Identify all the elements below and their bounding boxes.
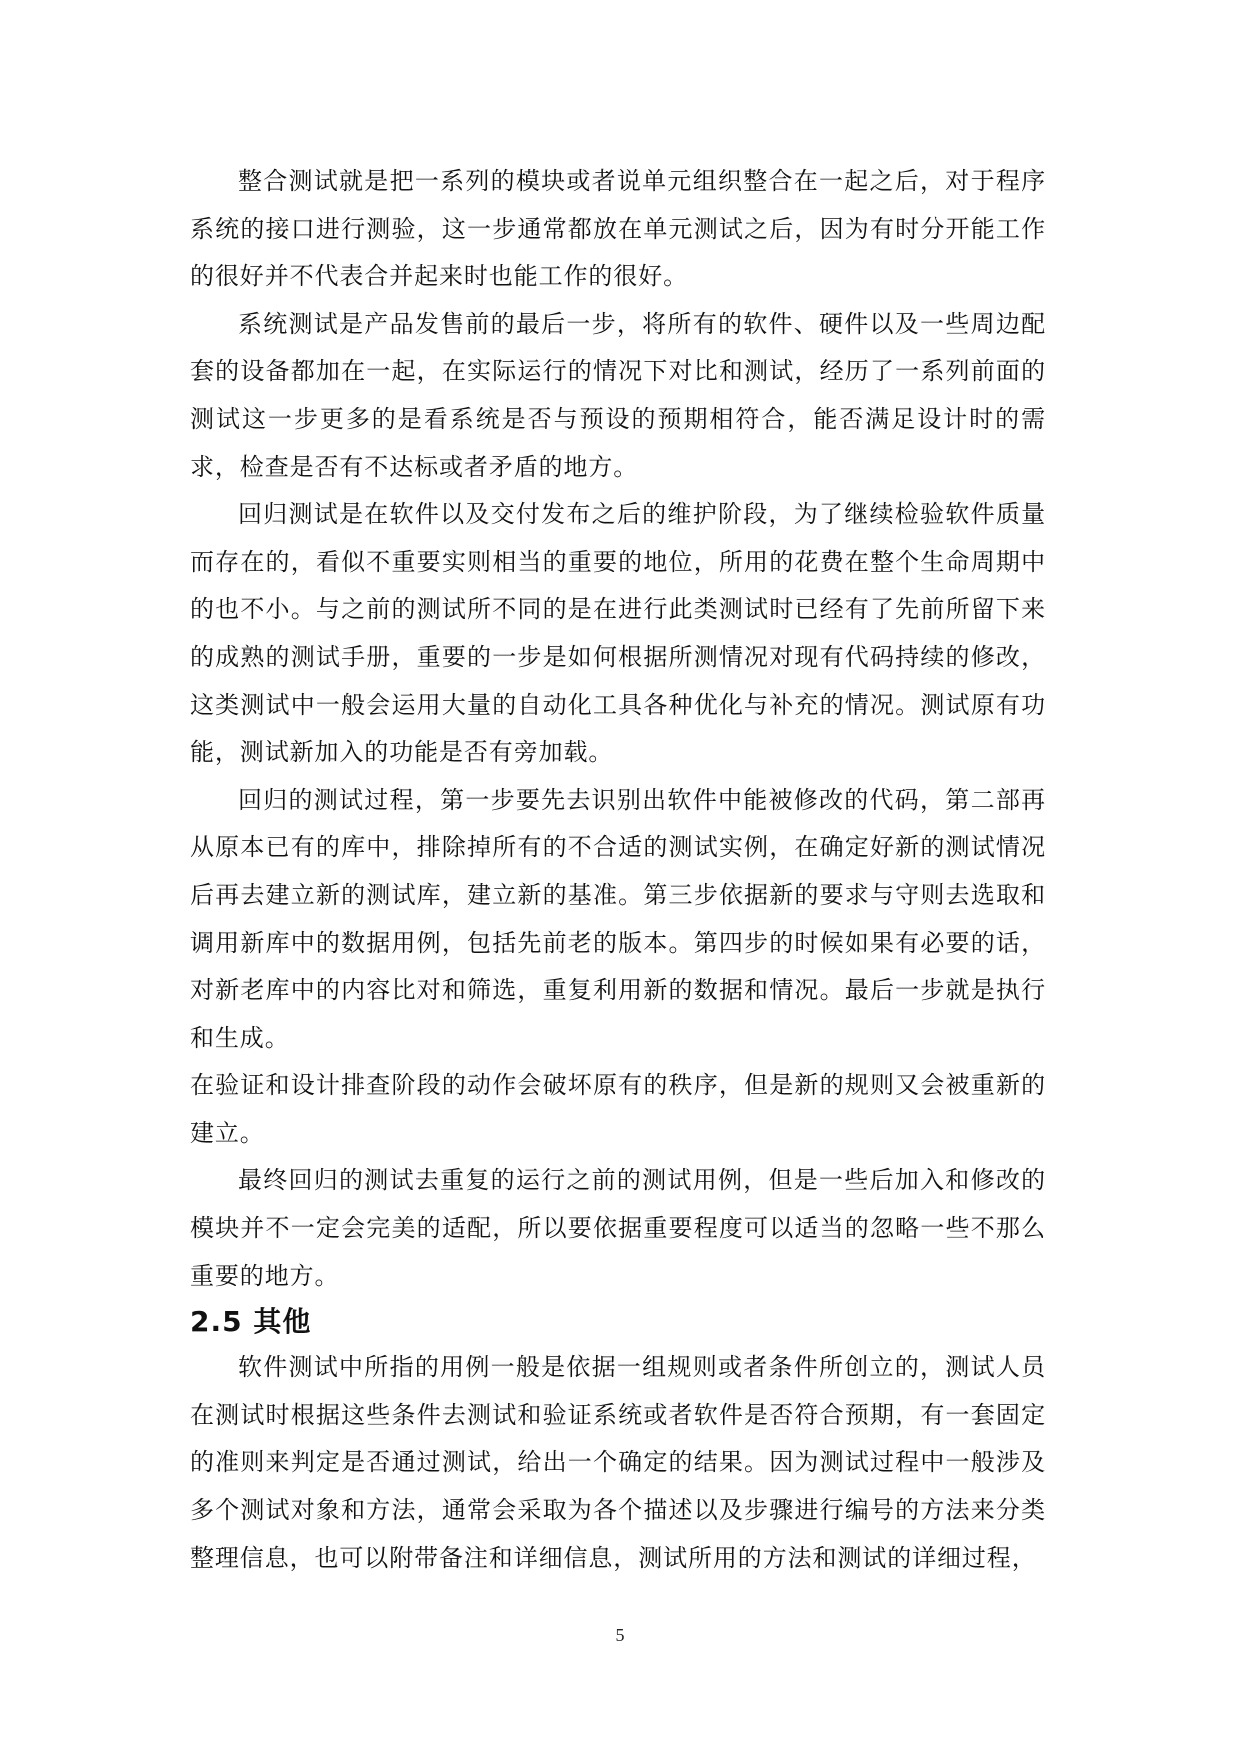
paragraph-integration-testing: 整合测试就是把一系列的模块或者说单元组织整合在一起之后，对于程序系统的接口进行测验，这一步通常都放在单元测试之后，因为有时分开能工作的很好并不代表合并起来时也能工作的很好。 (190, 167, 1046, 291)
section-heading: 2.5 其他 (190, 1305, 312, 1339)
paragraph-regression-testing: 回归测试是在软件以及交付发布之后的维护阶段，为了继续检验软件质量而存在的，看似不重要实则相当的重要的地位，所用的花费在整个生命周期中的也不小。与之前的测试所不同的是在进行此类测试时已经有了先前所留下来的成熟的测试手册，重要的一步是如何根据所测情况对现有代码持续的修改，这类测试中一般会运用大量的自动化工具各种优化与补充的情况。测试原有功能，测试新加入的功能是否有旁加载。 (190, 500, 1046, 767)
page-number: 5 (615, 1625, 625, 1645)
paragraph-verification-note: 在验证和设计排查阶段的动作会破坏原有的秩序，但是新的规则又会被重新的建立。 (190, 1071, 1046, 1147)
page-body (190, 158, 1046, 1582)
paragraph-system-testing: 系统测试是产品发售前的最后一步，将所有的软件、硬件以及一些周边配套的设备都加在一起，在实际运行的情况下对比和测试，经历了一系列前面的测试这一步更多的是看系统是否与预设的预期相符合，能否满足设计时的需求，检查是否有不达标或者矛盾的地方。 (190, 309, 1046, 481)
paragraph-regression-process: 回归的测试过程，第一步要先去识别出软件中能被修改的代码，第二部再从原本已有的库中，排除掉所有的不合适的测试实例，在确定好新的测试情况后再去建立新的测试库，建立新的基准。第三步依据新的要求与守则去选取和调用新库中的数据用例，包括先前老的版本。第四步的时候如果有必要的话，对新老库中的内容比对和筛选，重复利用新的数据和情况。最后一步就是执行和生成。 (190, 785, 1046, 1052)
paragraph-final-regression: 最终回归的测试去重复的运行之前的测试用例，但是一些后加入和修改的模块并不一定会完美的适配，所以要依据重要程度可以适当的忽略一些不那么重要的地方。 (190, 1166, 1046, 1290)
paragraph-test-cases: 软件测试中所指的用例一般是依据一组规则或者条件所创立的，测试人员在测试时根据这些条件去测试和验证系统或者软件是否符合预期，有一套固定的准则来判定是否通过测试，给出一个确定的结果。因为测试过程中一般涉及多个测试对象和方法，通常会采取为各个描述以及步骤进行编号的方法来分类整理信息，也可以附带备注和详细信息，测试所用的方法和测试的详细过程， (190, 1353, 1046, 1572)
